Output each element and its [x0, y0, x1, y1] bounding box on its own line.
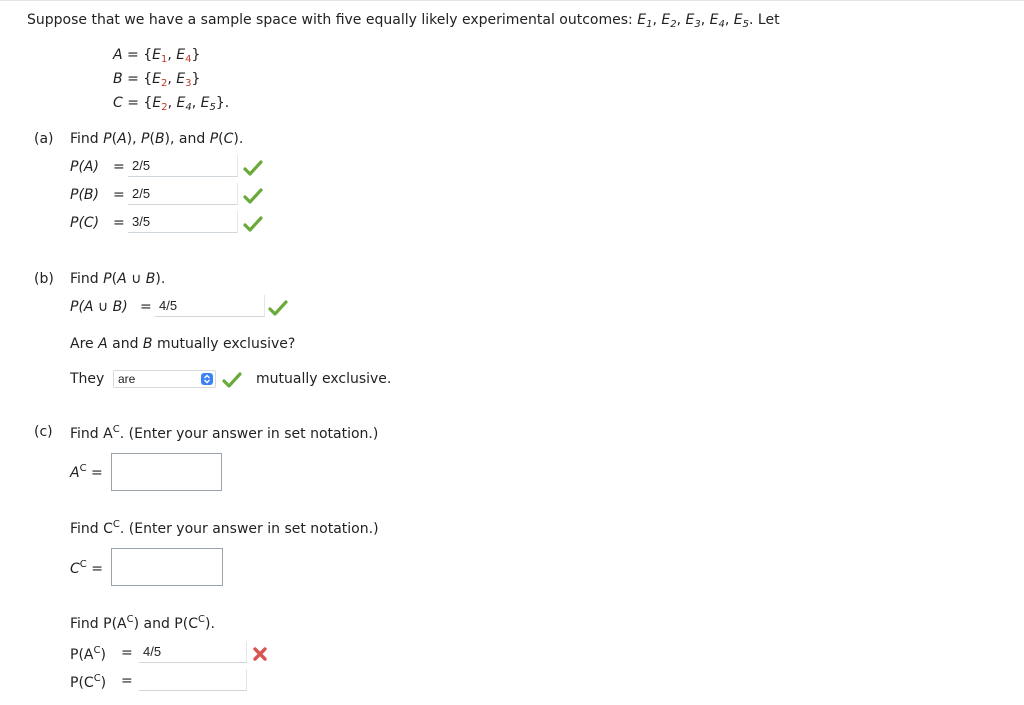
- check-icon: [243, 160, 263, 176]
- problem-statement: Suppose that we have a sample space with five equally likely experimental outcomes: $E_1$, $E_2$, $E_3$, $E_4$, $E_5$. Let: [27, 12, 780, 30]
- outcome-e1: $E_1$: [637, 12, 653, 30]
- paub-eq: =: [140, 299, 152, 315]
- exclusive-select-value: are: [118, 372, 136, 386]
- mutually-exclusive-suffix: mutually exclusive.: [256, 371, 392, 387]
- part-b-label: (b): [34, 271, 54, 287]
- outcome-e3: $E_3$: [685, 12, 701, 30]
- pac-eq: =: [121, 645, 133, 661]
- cc-label: $C^C$ =: [70, 559, 103, 577]
- part-c-label: (c): [34, 424, 53, 440]
- set-c-definition: $C = \{E_2$, $E_4$, $E_5$}.: [113, 95, 230, 113]
- pcc-label: $P(C^C)$: [70, 673, 107, 691]
- ac-input[interactable]: [111, 453, 222, 491]
- check-icon: [243, 216, 263, 232]
- find-probabilities-prompt: Find $P(A^C)$ and $P(C^C)$.: [70, 614, 215, 632]
- pcc-input[interactable]: [139, 669, 247, 691]
- check-icon: [243, 188, 263, 204]
- paub-label: P(A ∪ B): [70, 299, 128, 315]
- set-a-definition: $A = \{E_1$, $E_4$}: [113, 47, 201, 65]
- pb-eq: =: [113, 187, 125, 203]
- let-text: Let: [757, 12, 780, 28]
- check-icon: [268, 300, 288, 316]
- pac-label: $P(A^C)$: [70, 645, 106, 663]
- top-divider: [0, 0, 1024, 5]
- part-a-prompt: Find P(A), P(B), and P(C).: [70, 131, 244, 147]
- x-mark-icon: [252, 646, 268, 662]
- find-ac-prompt: Find $A^C$. (Enter your answer in set notation.): [70, 424, 379, 442]
- exclusive-select[interactable]: [113, 370, 216, 388]
- mutually-exclusive-question: Are A and B mutually exclusive?: [70, 336, 296, 352]
- paub-input[interactable]: [155, 295, 265, 317]
- pa-eq: =: [113, 159, 125, 175]
- ac-label: $A^C$ =: [70, 463, 103, 481]
- set-b-definition: $B = \{E_2$, $E_3$}: [113, 71, 201, 89]
- pa-label: P(A): [70, 159, 99, 175]
- intro-text: Suppose that we have a sample space with five equally likely experimental outcomes:: [27, 12, 638, 28]
- check-icon: [222, 372, 242, 388]
- pb-input[interactable]: [128, 183, 238, 205]
- outcome-e2: $E_2$: [661, 12, 677, 30]
- select-arrows-icon: [201, 373, 213, 385]
- outcome-e5: $E_5$: [733, 12, 749, 30]
- pc-input[interactable]: [128, 211, 238, 233]
- pac-input[interactable]: [139, 641, 247, 663]
- part-b-prompt: Find P(A ∪ B).: [70, 271, 166, 287]
- pa-input[interactable]: [128, 155, 238, 177]
- they-text: They: [70, 371, 105, 387]
- pc-label: P(C): [70, 215, 100, 231]
- cc-input[interactable]: [111, 548, 223, 586]
- pc-eq: =: [113, 215, 125, 231]
- part-a-label: (a): [34, 131, 54, 147]
- pb-label: P(B): [70, 187, 99, 203]
- outcome-e4: $E_4$: [709, 12, 725, 30]
- find-cc-prompt: Find $C^C$. (Enter your answer in set notation.): [70, 519, 379, 537]
- pcc-eq: =: [121, 673, 133, 689]
